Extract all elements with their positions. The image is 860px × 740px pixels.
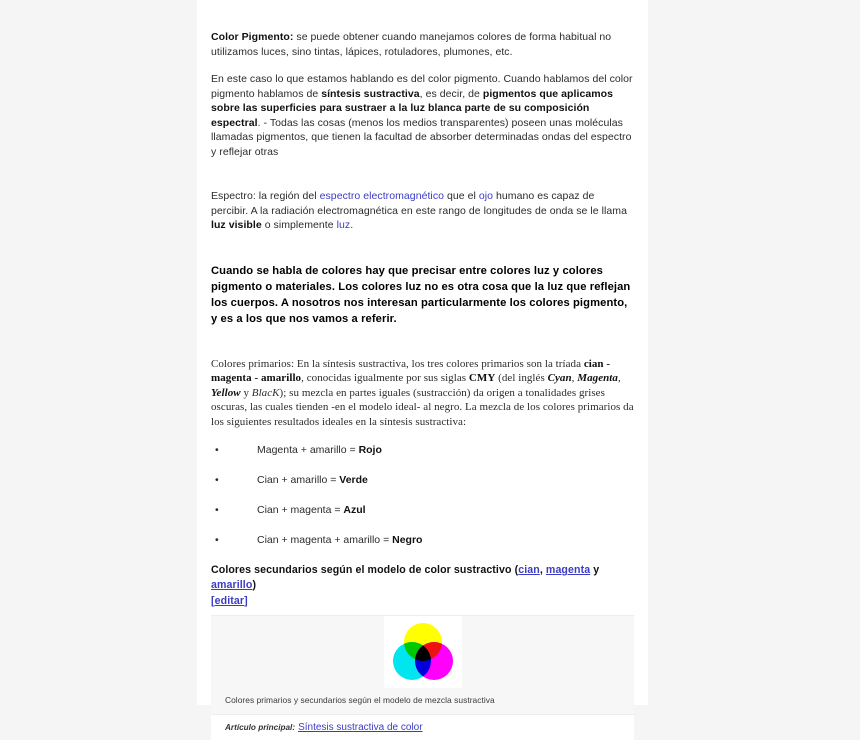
primarios-bold-cmy: CMY xyxy=(468,372,496,384)
edit-section-link-wrapper xyxy=(211,594,634,609)
mix-result: Azul xyxy=(343,504,366,516)
edit-bracket-close: ] xyxy=(244,595,248,607)
list-item xyxy=(211,473,634,487)
color-pigmento-text: se puede obtener cuando manejamos colores de forma habitual no utilizamos luces, sino tintas, lápices, rotuladores, plumones, etc. xyxy=(211,31,612,58)
mix-formula: Cian + magenta + amarillo = xyxy=(257,534,393,546)
list-item xyxy=(211,503,634,517)
paragraph-color-pigmento xyxy=(211,30,634,59)
link-espectro-electromagnetico[interactable]: espectro electromagnético xyxy=(319,190,445,202)
spacer-3 xyxy=(211,327,634,357)
link-luz[interactable]: luz xyxy=(336,219,351,231)
link-amarillo[interactable]: amarillo xyxy=(211,579,253,591)
caso-bold-pigmentos: pigmentos que aplicamos sobre las superficies para sustraer a la luz blanca parte de su composición espectral xyxy=(211,87,613,129)
primarios-bolditalic-magenta: Magenta xyxy=(577,372,618,384)
list-item xyxy=(211,443,634,457)
primarios-text-6: y xyxy=(240,386,252,399)
primarios-bolditalic-cyan: Cyan xyxy=(547,372,572,384)
caso-text-3: . - Todas las cosas (menos los medios transparentes) poseen unas moléculas llamadas pigmentos, que tienen la facultad de absorber determinadas ondas del espectro y reflejar otras xyxy=(211,116,632,158)
mix-result: Verde xyxy=(339,474,368,486)
figure-image-area xyxy=(211,616,634,688)
sec-head-text-3: y xyxy=(590,564,600,576)
caso-bold-sintesis: síntesis sustractiva xyxy=(321,87,420,100)
figure-container xyxy=(211,615,634,714)
list-item xyxy=(211,533,634,547)
spacer-2 xyxy=(211,233,634,263)
edit-label: editar xyxy=(214,595,245,607)
sec-head-text-4: ) xyxy=(252,579,257,591)
espectro-text-2: que el xyxy=(444,190,479,202)
paragraph-colores-luz-pigmento: Cuando se habla de colores hay que precisar entre colores luz y colores pigmento o materiales. Los colores luz no es otra cosa que la luz que reflejan los cuerpos. A nosotros nos interesan particularmente los colores pigmento, y es a los que nos vamos a referir. xyxy=(211,264,631,325)
main-article-label: Artículo principal: xyxy=(225,723,296,732)
primarios-text-4: , xyxy=(571,372,578,384)
document-content xyxy=(197,0,648,740)
paragraph-espectro xyxy=(211,189,634,233)
bullet-icon: • xyxy=(215,504,219,516)
caso-text-2: , es decir, de xyxy=(419,87,483,100)
color-pigmento-lead: Color Pigmento: xyxy=(211,31,294,43)
bullet-icon: • xyxy=(215,534,219,546)
bullet-icon: • xyxy=(215,444,219,456)
mix-results-list xyxy=(211,443,634,547)
link-cian[interactable]: cian xyxy=(518,564,540,576)
primarios-text-3: (del inglés xyxy=(495,372,548,384)
edit-section-link[interactable] xyxy=(211,595,248,607)
mix-formula: Magenta + amarillo = xyxy=(257,444,359,456)
paragraph-colores-primarios xyxy=(211,357,634,430)
edit-bracket-open: [ xyxy=(211,595,215,607)
espectro-bold-luz-visible: luz visible xyxy=(211,219,262,231)
figure-caption: Colores primarios y secundarios según el modelo de mezcla sustractiva xyxy=(211,688,634,714)
mix-result: Negro xyxy=(392,534,423,546)
primarios-bold-triada: cian - magenta - amarillo xyxy=(211,357,611,384)
link-magenta[interactable]: magenta xyxy=(545,564,591,576)
mix-formula: Cian + magenta = xyxy=(257,504,344,516)
paragraph-sintesis-sustractiva xyxy=(211,72,634,159)
bullet-icon: • xyxy=(215,474,219,486)
sec-head-text-2: , xyxy=(539,564,546,576)
document-page xyxy=(197,0,648,733)
caso-text-1: En este caso lo que estamos hablando es del color pigmento. Cuando hablamos del color pigmento hablamos de xyxy=(211,73,633,100)
espectro-text-1: Espectro: la región del xyxy=(211,190,320,202)
primarios-text-7: ); su mezcla en partes iguales (sustracción) da origen a tonalidades grises oscuras, las cuales tienden -en el modelo ideal- al negro. La mezcla de los colores primarios da los siguientes resultados ideales en la síntesis sustractiva: xyxy=(211,386,634,428)
espectro-text-3: humano es capaz de percibir. A la radiación electromagnética en este rango de longitudes de onda se le llama xyxy=(211,190,627,217)
primarios-text-2: , conocidas igualmente por sus siglas xyxy=(301,372,469,384)
primarios-bolditalic-yellow: Yellow xyxy=(211,386,241,399)
section-heading-colores-secundarios xyxy=(211,563,634,609)
primarios-text-1: Colores primarios: En la síntesis sustractiva, los tres colores primarios son la tríada xyxy=(211,357,584,370)
primarios-italic-black: BlacK xyxy=(251,386,280,399)
mix-result: Rojo xyxy=(358,444,382,456)
link-sintesis-sustractiva-de-color[interactable]: Síntesis sustractiva de color xyxy=(298,722,423,733)
main-article-row xyxy=(211,714,634,740)
spacer-1 xyxy=(211,159,634,189)
link-ojo[interactable]: ojo xyxy=(478,190,494,202)
espectro-text-4: o simplemente xyxy=(261,219,337,231)
figure-image-plate[interactable] xyxy=(384,616,462,688)
cmy-subtractive-color-wheel-icon xyxy=(391,621,455,683)
primarios-text-5: , xyxy=(617,372,621,384)
mix-formula: Cian + amarillo = xyxy=(257,474,340,486)
espectro-text-5: . xyxy=(350,219,354,231)
sec-head-text-1: Colores secundarios según el modelo de color sustractivo ( xyxy=(211,564,519,576)
